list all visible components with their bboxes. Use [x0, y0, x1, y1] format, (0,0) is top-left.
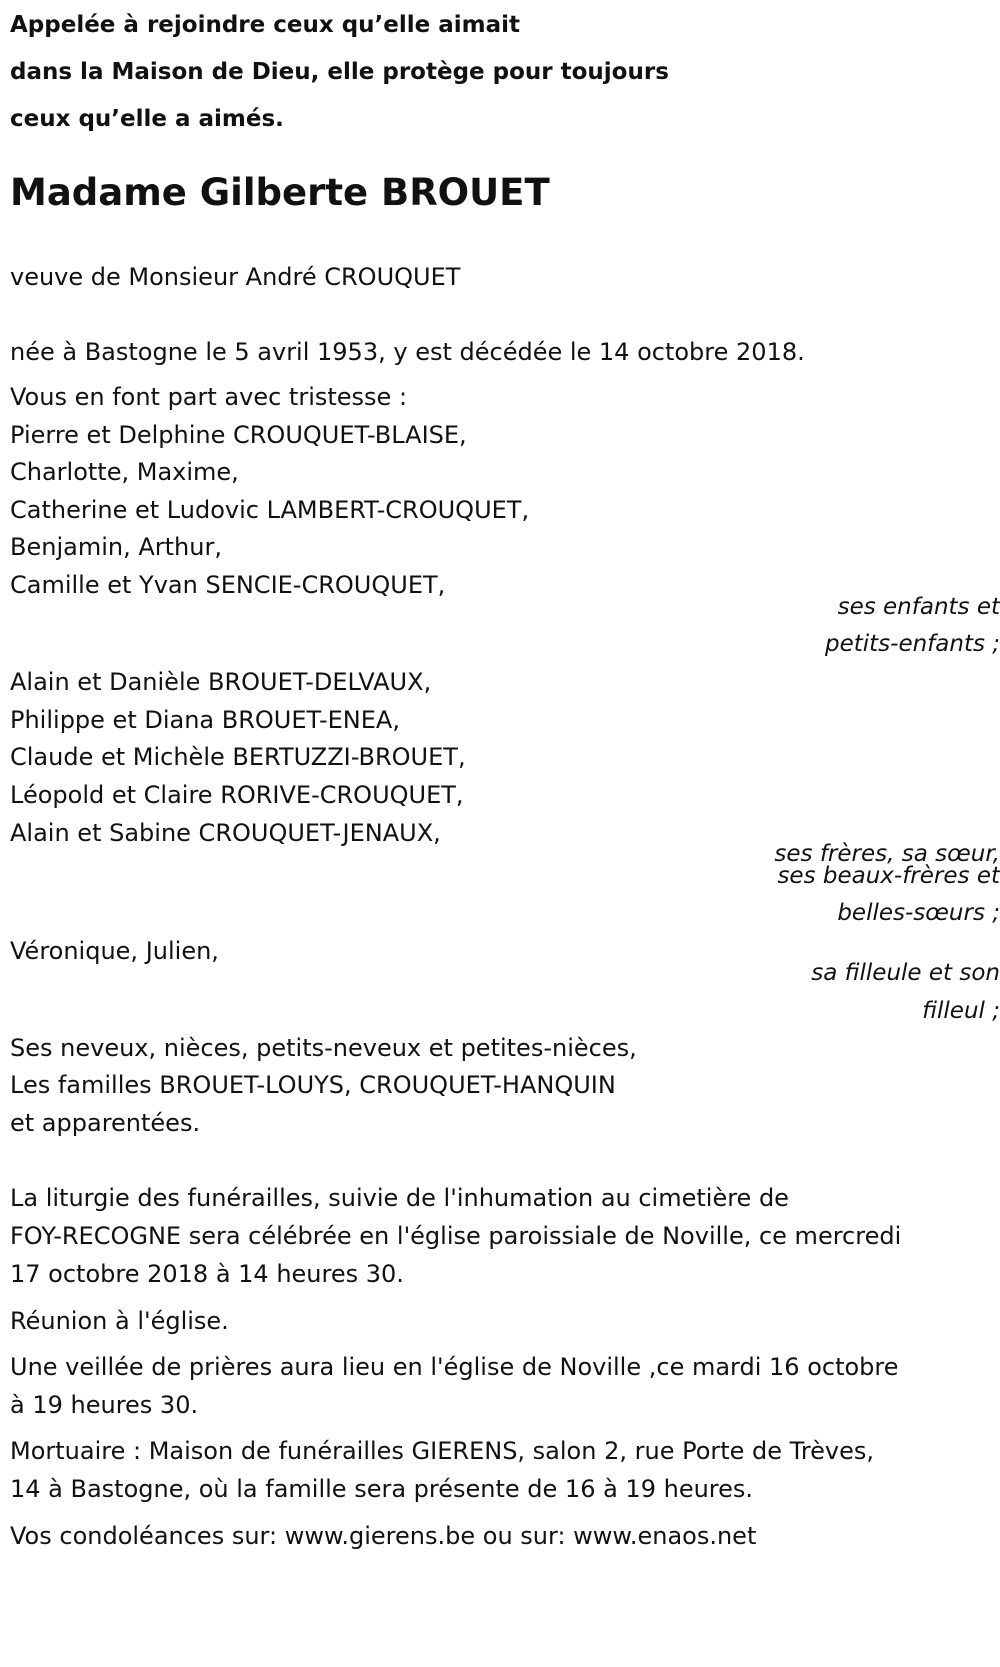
- intro-line: Appelée à rejoindre ceux qu’elle aimait: [10, 12, 521, 38]
- child-family-line: Pierre et Delphine CROUQUET-BLAISE,: [10, 421, 467, 449]
- godchildren-role: filleul ;: [922, 998, 1000, 1024]
- funeral-line: La liturgie des funérailles, suivie de l'inhumation au cimetière de: [10, 1184, 789, 1212]
- godchildren-role: sa filleule et son: [811, 960, 1000, 986]
- extended-family-line: et apparentées.: [10, 1109, 201, 1137]
- siblings-role: ses frères, sa sœur,: [774, 841, 1000, 867]
- vigil-line: Une veillée de prières aura lieu en l'église de Noville ,ce mardi 16 octobre: [10, 1353, 899, 1381]
- funeral-line: 17 octobre 2018 à 14 heures 30.: [10, 1260, 404, 1288]
- siblings-role: ses beaux-frères et: [777, 863, 1000, 889]
- child-family-line: Charlotte, Maxime,: [10, 458, 239, 486]
- vigil-line: à 19 heures 30.: [10, 1391, 199, 1419]
- mortuary-line: Mortuaire : Maison de funérailles GIERENS, salon 2, rue Porte de Trèves,: [10, 1437, 875, 1465]
- extended-family-line: Ses neveux, nièces, petits-neveux et petites-nièces,: [10, 1034, 637, 1062]
- sibling-family-line: Alain et Sabine CROUQUET-JENAUX,: [10, 819, 441, 847]
- funeral-line: FOY-RECOGNE sera célébrée en l'église paroissiale de Noville, ce mercredi: [10, 1222, 902, 1250]
- sibling-family-line: Claude et Michèle BERTUZZI-BROUET,: [10, 743, 466, 771]
- meeting-line: Réunion à l'église.: [10, 1307, 229, 1335]
- child-family-line: Benjamin, Arthur,: [10, 533, 222, 561]
- widow-line: veuve de Monsieur André CROUQUET: [10, 263, 461, 291]
- intro-line: dans la Maison de Dieu, elle protège pour toujours: [10, 59, 669, 85]
- intro-line: ceux qu’elle a aimés.: [10, 106, 284, 132]
- sibling-family-line: Philippe et Diana BROUET-ENEA,: [10, 706, 400, 734]
- condolences-line: Vos condoléances sur: www.gierens.be ou sur: www.enaos.net: [10, 1522, 757, 1550]
- children-role: ses enfants et: [837, 594, 1000, 620]
- godchildren-line: Véronique, Julien,: [10, 937, 219, 965]
- announcement-intro: Vous en font part avec tristesse :: [10, 383, 408, 411]
- life-line: née à Bastogne le 5 avril 1953, y est décédée le 14 octobre 2018.: [10, 338, 805, 366]
- deceased-name: Madame Gilberte BROUET: [10, 171, 550, 214]
- extended-family-line: Les familles BROUET-LOUYS, CROUQUET-HANQUIN: [10, 1071, 616, 1099]
- mortuary-line: 14 à Bastogne, où la famille sera présente de 16 à 19 heures.: [10, 1475, 754, 1503]
- siblings-role: belles-sœurs ;: [837, 900, 1000, 926]
- child-family-line: Camille et Yvan SENCIE-CROUQUET,: [10, 571, 446, 599]
- sibling-family-line: Alain et Danièle BROUET-DELVAUX,: [10, 668, 432, 696]
- sibling-family-line: Léopold et Claire RORIVE-CROUQUET,: [10, 781, 464, 809]
- child-family-line: Catherine et Ludovic LAMBERT-CROUQUET,: [10, 496, 530, 524]
- children-role: petits-enfants ;: [824, 631, 1000, 657]
